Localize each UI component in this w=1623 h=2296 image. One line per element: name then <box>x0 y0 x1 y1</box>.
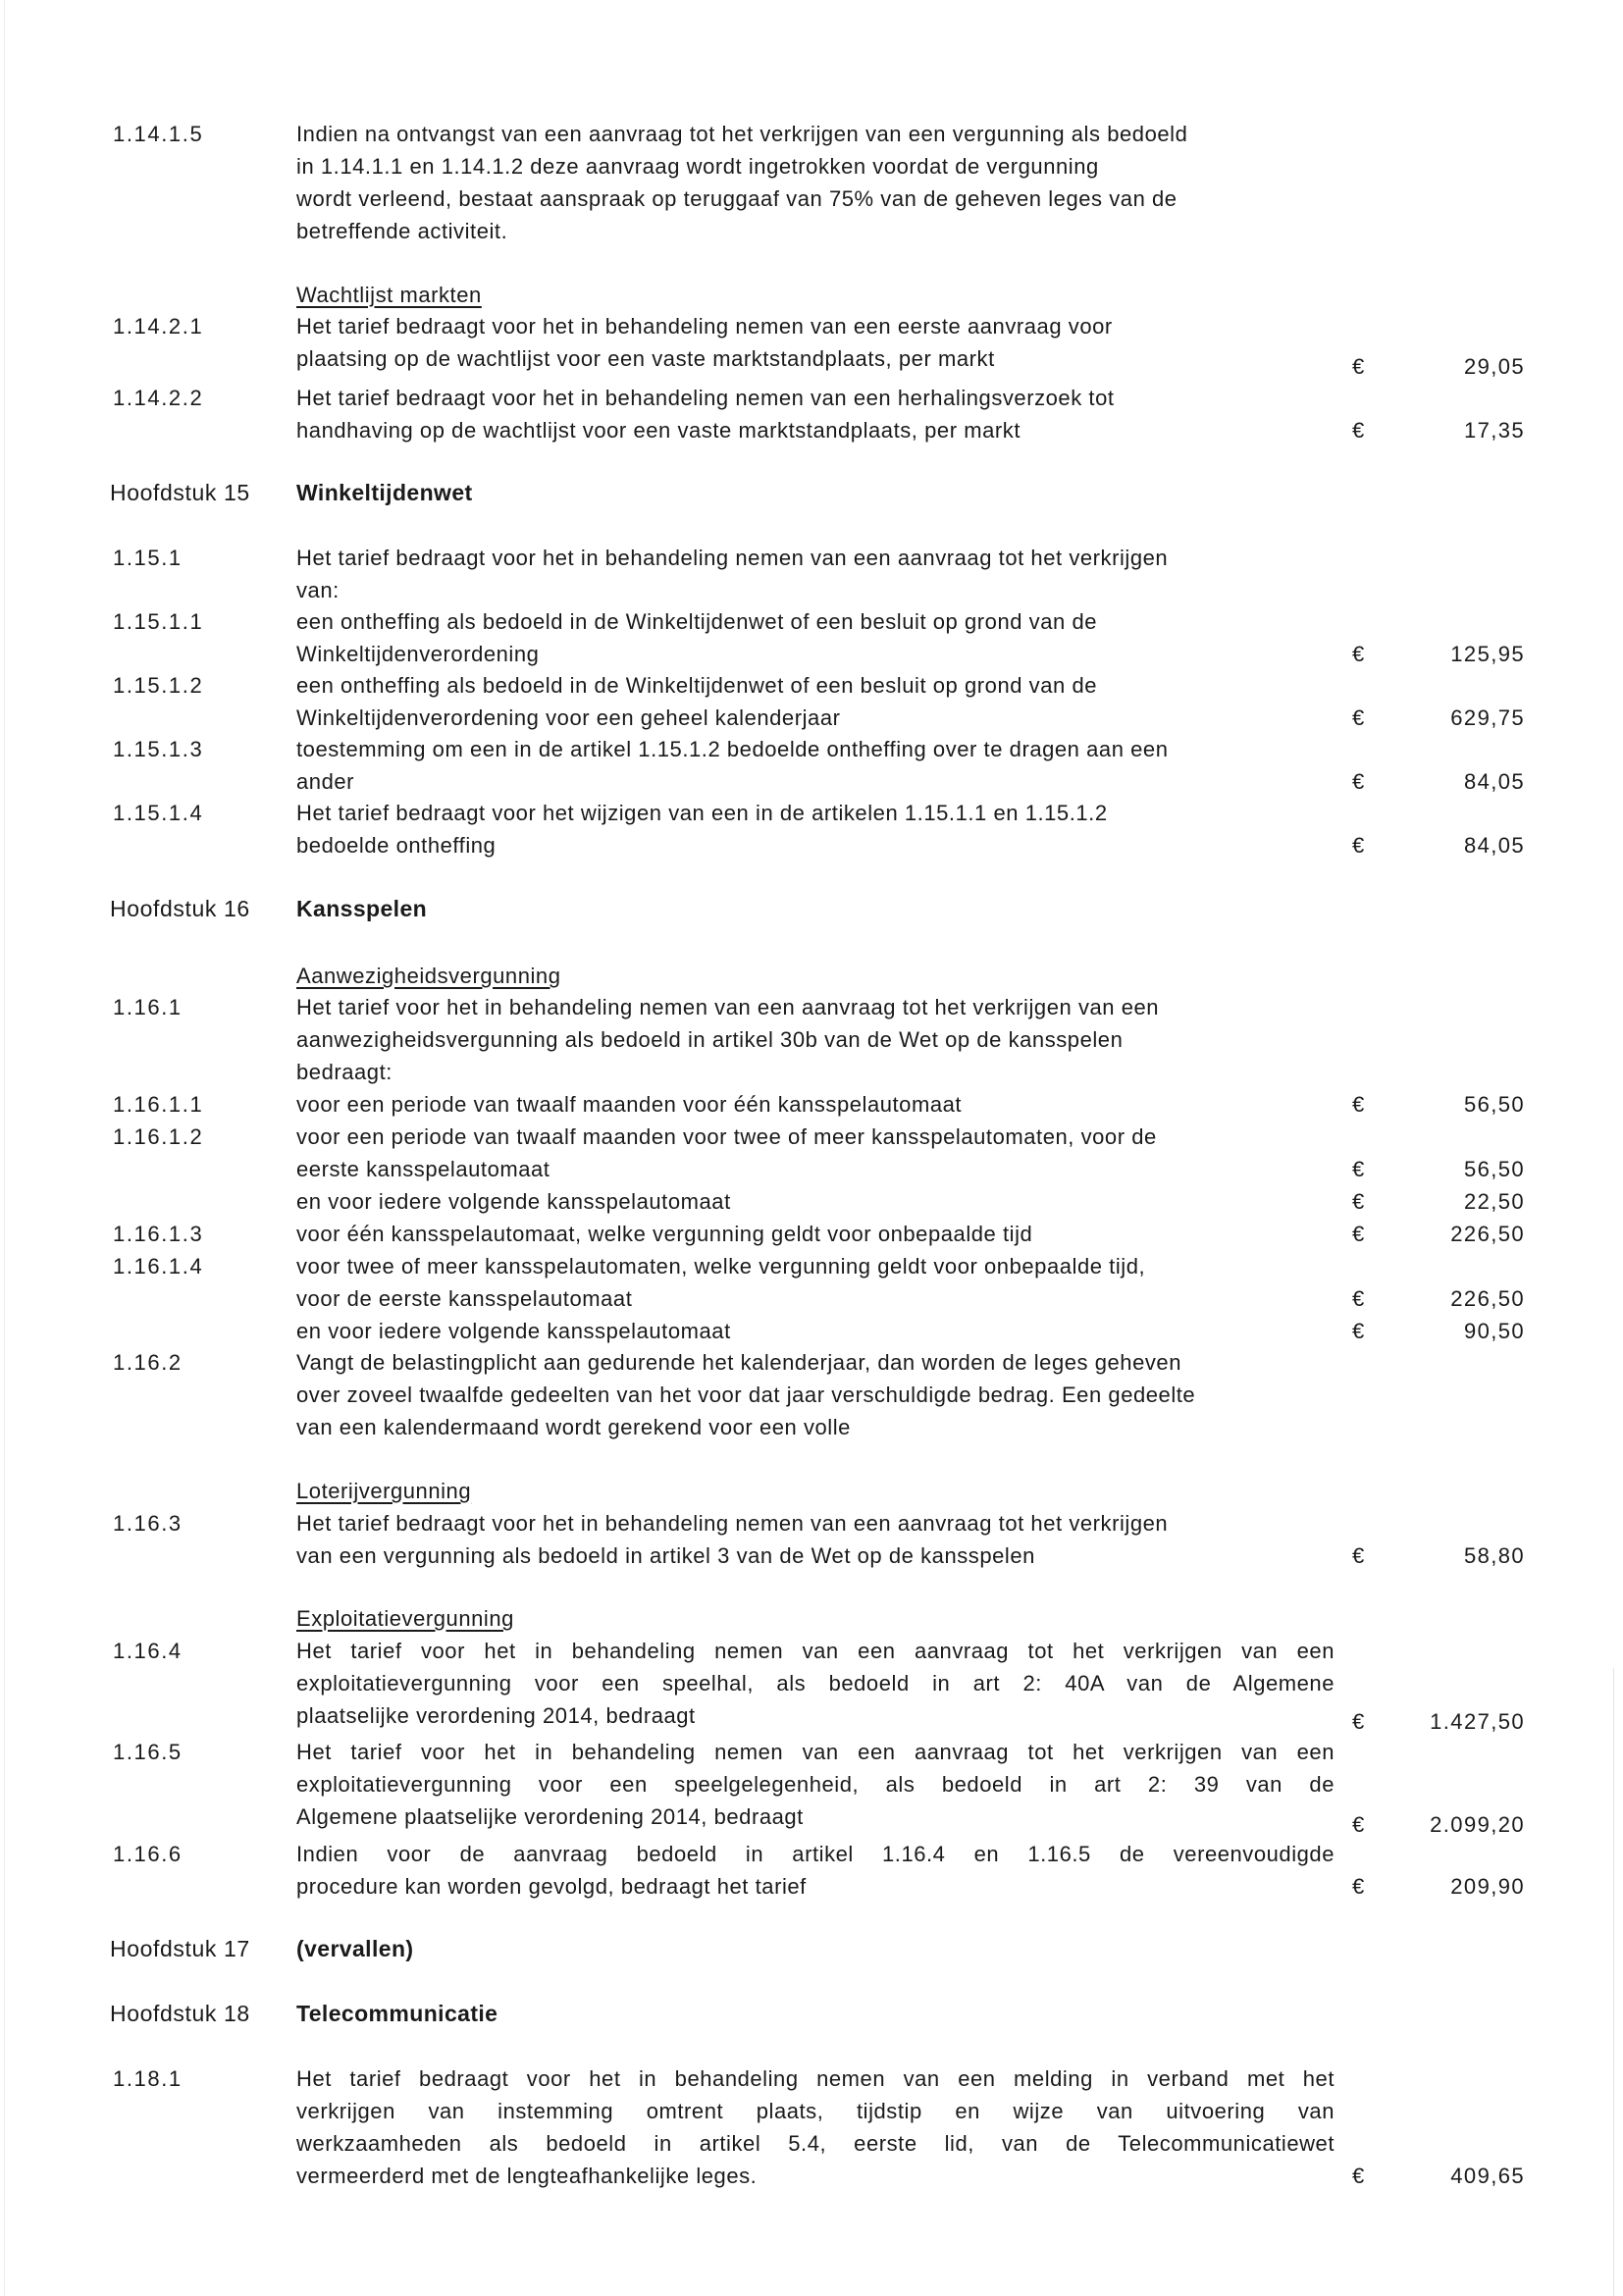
amount: 209,90 <box>1450 1874 1525 1899</box>
article-number: 1.16.6 <box>113 1842 183 1866</box>
text-line: bedraagt: <box>296 1060 393 1084</box>
article-number: 1.16.3 <box>113 1511 183 1536</box>
text-line: procedure kan worden gevolgd, bedraagt het tarief <box>296 1874 807 1899</box>
subheading: Wachtlijst markten <box>296 283 482 307</box>
amount: 1.427,50 <box>1430 1709 1525 1734</box>
text-line: Winkeltijdenverordening voor een geheel kalenderjaar <box>296 705 841 730</box>
euro-sign: € <box>1352 1874 1365 1899</box>
article-text <box>296 1736 1335 1833</box>
article-number: 1.15.1.1 <box>113 609 204 634</box>
text-line: een ontheffing als bedoeld in de Winkeltijdenwet of een besluit op grond van de <box>296 609 1098 634</box>
text-line: Indien na ontvangst van een aanvraag tot het verkrijgen van een vergunning als bedoeld <box>296 122 1188 146</box>
euro-sign: € <box>1352 1222 1365 1246</box>
text-line: voor een periode van twaalf maanden voor twee of meer kansspelautomaten, voor de <box>296 1124 1157 1149</box>
chapter-label: Hoofdstuk 18 <box>110 2001 250 2026</box>
article-number: 1.15.1.2 <box>113 673 204 698</box>
article-text <box>296 1121 1336 1185</box>
extra-line: en voor iedere volgende kansspelautomaat <box>296 1189 731 1214</box>
text-line: betreffende activiteit. <box>296 219 508 243</box>
text-line: Algemene plaatselijke verordening 2014, bedraagt <box>296 1804 804 1829</box>
text-line: handhaving op de wachtlijst voor een vaste marktstandplaats, per markt <box>296 418 1021 443</box>
chapter-title: Winkeltijdenwet <box>296 480 473 505</box>
text-line: exploitatievergunning voor een speelgelegenheid, als bedoeld in art 2: 39 van de <box>296 1772 1335 1797</box>
article-text <box>296 1250 1336 1315</box>
article-text <box>296 1838 1335 1903</box>
text-line: voor twee of meer kansspelautomaten, welke vergunning geldt voor onbepaalde tijd, <box>296 1254 1146 1278</box>
article-text <box>296 605 1336 670</box>
chapter-heading <box>110 1933 413 1965</box>
article-text <box>296 669 1336 734</box>
article-text <box>296 991 1336 1088</box>
amount: 29,05 <box>1463 354 1525 379</box>
article-number: 1.16.2 <box>113 1350 183 1375</box>
article-number: 1.16.5 <box>113 1740 183 1764</box>
article-number: 1.15.1.4 <box>113 801 204 825</box>
text-line: van een kalendermaand wordt gerekend voor een volle <box>296 1415 851 1439</box>
article-text <box>296 1218 1336 1250</box>
amount: 84,05 <box>1463 769 1525 794</box>
text-line: voor één kansspelautomaat, welke vergunning geldt voor onbepaalde tijd <box>296 1222 1033 1246</box>
text-line: over zoveel twaalfde gedeelten van het voor dat jaar verschuldigde bedrag. Een gedeelte <box>296 1383 1196 1407</box>
article-number: 1.14.2.2 <box>113 386 204 410</box>
amount: 125,95 <box>1450 642 1525 666</box>
amount: 629,75 <box>1450 705 1525 730</box>
chapter-label: Hoofdstuk 17 <box>110 1936 250 1961</box>
article-text <box>296 382 1336 446</box>
scan-edge-right <box>1613 1668 1614 2296</box>
scan-edge-left <box>4 0 5 2296</box>
chapter-heading <box>110 477 473 509</box>
amount: 2.099,20 <box>1430 1812 1525 1837</box>
chapter-label: Hoofdstuk 15 <box>110 480 250 505</box>
text-line: van een vergunning als bedoeld in artikel 3 van de Wet op de kansspelen <box>296 1543 1035 1568</box>
article-number: 1.15.1.3 <box>113 737 204 761</box>
text-line: voor de eerste kansspelautomaat <box>296 1286 633 1311</box>
text-line: wordt verleend, bestaat aanspraak op teruggaaf van 75% van de geheven leges van de <box>296 186 1178 211</box>
text-line: aanwezigheidsvergunning als bedoeld in artikel 30b van de Wet op de kansspelen <box>296 1027 1124 1052</box>
euro-sign: € <box>1352 1092 1365 1117</box>
article-text <box>296 797 1336 861</box>
article-text <box>296 2062 1335 2192</box>
text-line: plaatsing op de wachtlijst voor een vaste marktstandplaats, per markt <box>296 346 995 371</box>
text-line: werkzaamheden als bedoeld in artikel 5.4, eerste lid, van de Telecommunicatiewet <box>296 2131 1335 2156</box>
chapter-label: Hoofdstuk 16 <box>110 896 250 921</box>
chapter-title: Telecommunicatie <box>296 2001 498 2026</box>
article-number: 1.14.1.5 <box>113 122 204 146</box>
chapter-heading <box>110 893 427 925</box>
article-number: 1.16.1 <box>113 995 183 1019</box>
article-text <box>296 1635 1335 1732</box>
chapter-title: (vervallen) <box>296 1936 414 1961</box>
euro-sign: € <box>1352 769 1365 794</box>
text-line: Winkeltijdenverordening <box>296 642 540 666</box>
euro-sign: € <box>1352 2164 1365 2188</box>
euro-sign: € <box>1352 1812 1365 1837</box>
euro-sign: € <box>1352 1543 1365 1568</box>
article-number: 1.16.4 <box>113 1639 183 1663</box>
euro-sign: € <box>1352 418 1365 443</box>
text-line: Het tarief bedraagt voor het in behandeling nemen van een aanvraag tot het verkrijgen <box>296 546 1169 570</box>
chapter-title: Kansspelen <box>296 896 428 921</box>
text-line: plaatselijke verordening 2014, bedraagt <box>296 1703 696 1728</box>
text-line: exploitatievergunning voor een speelhal, als bedoeld in art 2: 40A van de Algemene <box>296 1671 1335 1696</box>
amount: 56,50 <box>1463 1157 1525 1181</box>
text-line: Het tarief bedraagt voor het in behandeling nemen van een herhalingsverzoek tot <box>296 386 1115 410</box>
text-line: Het tarief voor het in behandeling nemen van een aanvraag tot het verkrijgen van een <box>296 1639 1335 1663</box>
text-line: toestemming om een in de artikel 1.15.1.2 bedoelde ontheffing over te dragen aan een <box>296 737 1169 761</box>
article-number: 1.16.1.4 <box>113 1254 204 1278</box>
text-line: Het tarief bedraagt voor het in behandeling nemen van een melding in verband met het <box>296 2066 1335 2091</box>
text-line: Indien voor de aanvraag bedoeld in artikel 1.16.4 en 1.16.5 de vereenvoudigde <box>296 1842 1335 1866</box>
euro-sign: € <box>1352 642 1365 666</box>
text-line: verkrijgen van instemming omtrent plaats, tijdstip en wijze van uitvoering van <box>296 2099 1335 2123</box>
euro-sign: € <box>1352 833 1365 858</box>
euro-sign: € <box>1352 1189 1365 1214</box>
article-text <box>296 1088 1336 1121</box>
article-number: 1.18.1 <box>113 2066 183 2091</box>
text-line: voor een periode van twaalf maanden voor één kansspelautomaat <box>296 1092 963 1117</box>
article-text <box>296 733 1336 798</box>
euro-sign: € <box>1352 1286 1365 1311</box>
amount: 17,35 <box>1463 418 1525 443</box>
text-line: een ontheffing als bedoeld in de Winkeltijdenwet of een besluit op grond van de <box>296 673 1098 698</box>
amount: 226,50 <box>1450 1222 1525 1246</box>
amount: 409,65 <box>1450 2164 1525 2188</box>
text-line: van: <box>296 578 340 602</box>
euro-sign: € <box>1352 1157 1365 1181</box>
euro-sign: € <box>1352 1319 1365 1343</box>
article-text <box>296 1507 1336 1572</box>
subheading: Exploitatievergunning <box>296 1606 514 1631</box>
euro-sign: € <box>1352 705 1365 730</box>
article-number: 1.16.1.1 <box>113 1092 204 1117</box>
extra-amount: 90,50 <box>1463 1319 1525 1343</box>
subheading: Loterijvergunning <box>296 1479 472 1503</box>
text-line: Het tarief voor het in behandeling nemen van een aanvraag tot het verkrijgen van een <box>296 1740 1335 1764</box>
amount: 84,05 <box>1463 833 1525 858</box>
article-number: 1.14.2.1 <box>113 314 204 339</box>
text-line: Het tarief bedraagt voor het in behandeling nemen van een aanvraag tot het verkrijgen <box>296 1511 1169 1536</box>
extra-line: en voor iedere volgende kansspelautomaat <box>296 1319 731 1343</box>
extra-amount: 22,50 <box>1463 1189 1525 1214</box>
euro-sign: € <box>1352 354 1365 379</box>
article-number: 1.16.1.3 <box>113 1222 204 1246</box>
subheading: Aanwezigheidsvergunning <box>296 964 561 988</box>
text-line: eerste kansspelautomaat <box>296 1157 550 1181</box>
text-line: in 1.14.1.1 en 1.14.1.2 deze aanvraag wordt ingetrokken voordat de vergunning <box>296 154 1099 179</box>
text-line: vermeerderd met de lengteafhankelijke leges. <box>296 2164 758 2188</box>
text-line: bedoelde ontheffing <box>296 833 497 858</box>
article-text <box>296 1346 1336 1443</box>
text-line: Het tarief voor het in behandeling nemen van een aanvraag tot het verkrijgen van een <box>296 995 1160 1019</box>
article-number: 1.16.1.2 <box>113 1124 204 1149</box>
article-text <box>296 310 1336 375</box>
text-line: ander <box>296 769 355 794</box>
amount: 56,50 <box>1463 1092 1525 1117</box>
euro-sign: € <box>1352 1709 1365 1734</box>
article-number: 1.15.1 <box>113 546 183 570</box>
text-line: Het tarief bedraagt voor het in behandeling nemen van een eerste aanvraag voor <box>296 314 1113 339</box>
text-line: Het tarief bedraagt voor het wijzigen van een in de artikelen 1.15.1.1 en 1.15.1.2 <box>296 801 1108 825</box>
text-line: Vangt de belastingplicht aan gedurende het kalenderjaar, dan worden de leges geheven <box>296 1350 1181 1375</box>
amount: 58,80 <box>1463 1543 1525 1568</box>
chapter-heading <box>110 1998 497 2030</box>
article-text <box>296 542 1336 606</box>
article-text <box>296 118 1336 247</box>
amount: 226,50 <box>1450 1286 1525 1311</box>
